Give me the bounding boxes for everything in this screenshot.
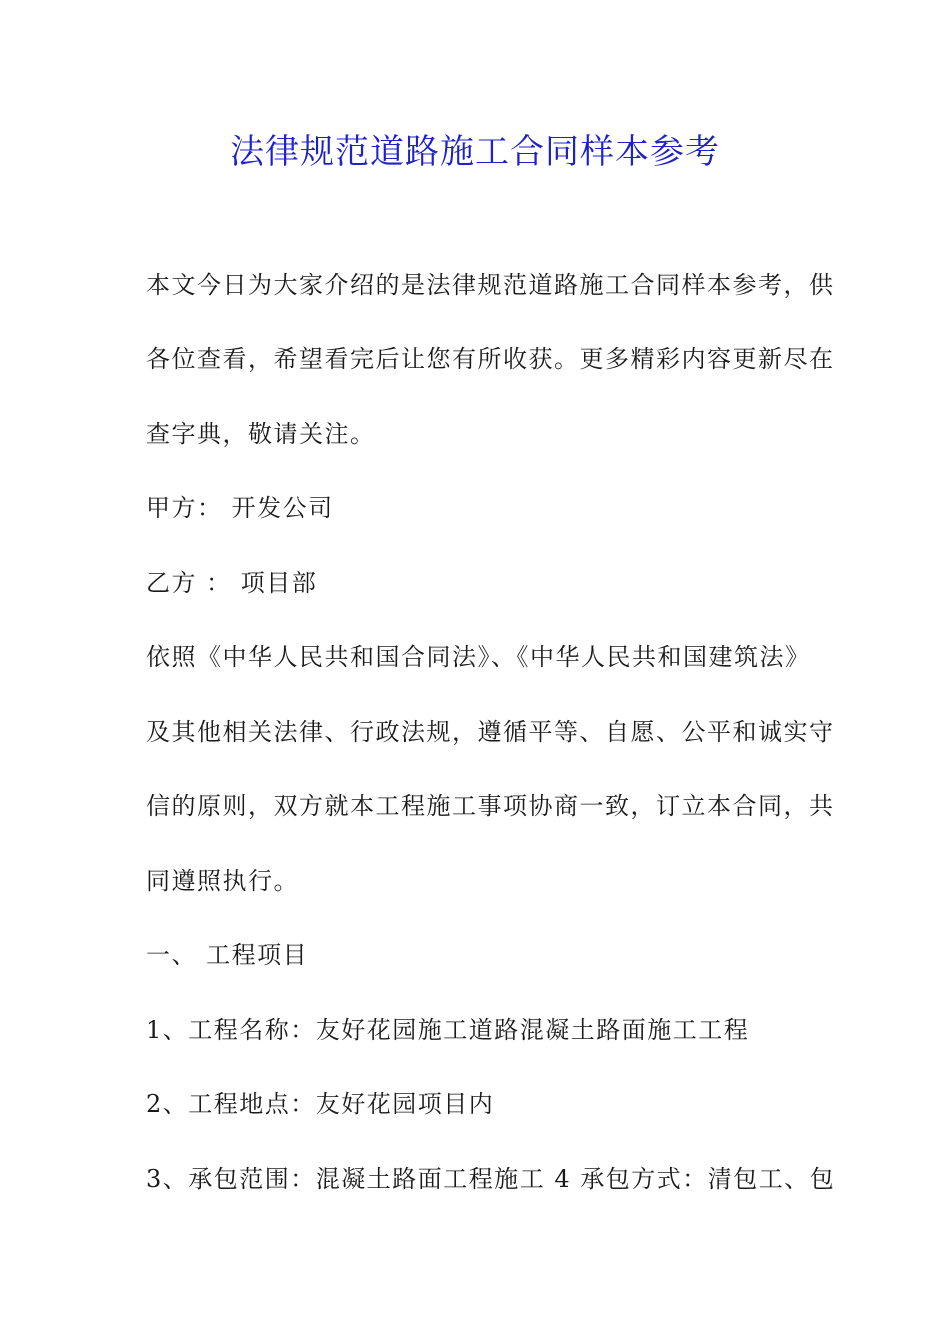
intro-line-1: 本文今日为大家介绍的是法律规范道路施工合同样本参考，供 — [146, 271, 835, 299]
party-b-line: 乙方 ： 项目部 — [146, 569, 318, 597]
party-a-line: 甲方： 开发公司 — [146, 494, 334, 522]
basis-line-3: 信的原则，双方就本工程施工事项协商一致，订立本合同，共 — [146, 792, 835, 820]
section-heading-1: 一、 工程项目 — [146, 941, 309, 969]
basis-line-4: 同遵照执行。 — [146, 867, 299, 895]
basis-line-1: 依照《中华人民共和国合同法》、《中华人民共和国建筑法》 — [146, 643, 811, 671]
contract-scope-line: 3、承包范围：混凝土路面工程施工 4 承包方式：清包工、包 — [146, 1165, 836, 1193]
document-title: 法律规范道路施工合同样本参考 — [230, 132, 720, 172]
project-name-line: 1、工程名称：友好花园施工道路混凝土路面施工工程 — [146, 1016, 750, 1044]
project-location-line: 2、工程地点：友好花园项目内 — [146, 1090, 495, 1118]
intro-line-2: 各位查看，希望看完后让您有所收获。更多精彩内容更新尽在 — [146, 345, 835, 373]
intro-line-3: 查字典，敬请关注。 — [146, 420, 376, 448]
basis-line-2: 及其他相关法律、行政法规，遵循平等、自愿、公平和诚实守 — [146, 718, 835, 746]
